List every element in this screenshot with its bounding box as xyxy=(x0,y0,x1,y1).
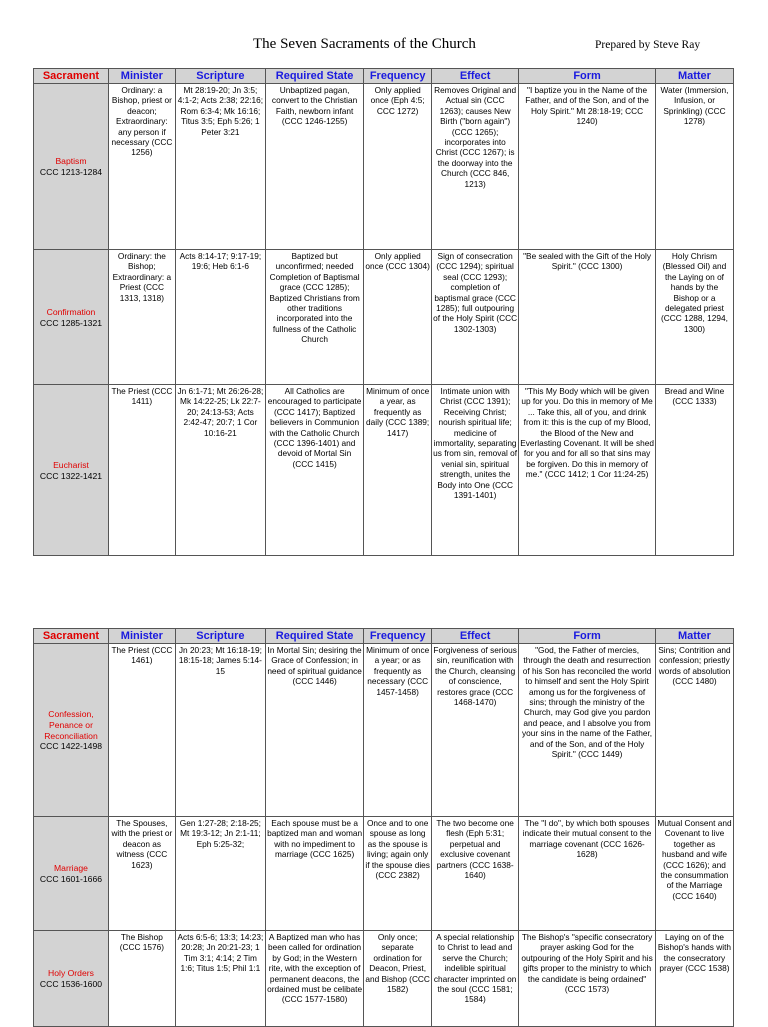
minister-cell: Ordinary: the Bishop; Extraordinary: a Priest (CCC 1313, 1318) xyxy=(108,250,175,385)
sacrament-name: Eucharist xyxy=(53,459,89,470)
column-header-effect: Effect xyxy=(432,69,519,84)
frequency-cell: Only applied once (Eph 4:5; CCC 1272) xyxy=(364,84,432,250)
required-state-cell: Baptized but unconfirmed; needed Completion of Baptismal grace (CCC 1285); Baptized Christians from other traditions incorporated into the fullness of the Catholic Church xyxy=(265,250,363,385)
form-cell: "I baptize you in the Name of the Father, and of the Son, and of the Holy Spirit." Mt 28:18-19; CCC 1240) xyxy=(519,84,656,250)
column-header-sacrament: Sacrament xyxy=(34,69,109,84)
required-state-cell: A Baptized man who has been called for ordination by God; in the Western rite, with the exception of permanent deacons, the ordained must be celibate (CCC 1577-1580) xyxy=(265,931,363,1027)
matter-cell: Mutual Consent and Covenant to live together as husband and wife (CCC 1626); and the consummation of the Marriage (CCC 1640) xyxy=(655,817,733,931)
form-cell: The Bishop's "specific consecratory prayer asking God for the outpouring of the Holy Spirit and his gifts proper to the ministry to which the candidate is being ordained" (CCC 1573) xyxy=(519,931,656,1027)
column-header-frequency: Frequency xyxy=(364,69,432,84)
form-cell: The "I do", by which both spouses indicate their mutual consent to the marriage covenant (CCC 1626-1628) xyxy=(519,817,656,931)
table-row-baptism xyxy=(34,84,734,250)
column-header-form: Form xyxy=(519,69,656,84)
table-row-eucharist xyxy=(34,385,734,556)
column-header-required-state: Required State xyxy=(265,629,363,644)
column-header-effect: Effect xyxy=(432,629,519,644)
scripture-cell: Gen 1:27-28; 2:18-25; Mt 19:3-12; Jn 2:1-11; Eph 5:25-32; xyxy=(175,817,265,931)
effect-cell: Sign of consecration (CCC 1294); spiritual seal (CCC 1293); completion of baptismal grace (CCC 1285); full outpouring of the Holy Spirit (CCC 1302-1303) xyxy=(432,250,519,385)
sacrament-name: Marriage xyxy=(54,863,88,874)
table-row-confession xyxy=(34,644,734,817)
form-cell: "Be sealed with the Gift of the Holy Spirit." (CCC 1300) xyxy=(519,250,656,385)
effect-cell: Intimate union with Christ (CCC 1391); Receiving Christ; nourish spiritual life; medicine of immortality, separating us from sin, removal of venial sin, spiritual strength, unites the Body into One (CCC 1391-1401) xyxy=(432,385,519,556)
sacrament-name-cell xyxy=(34,817,109,931)
table-row-marriage xyxy=(34,817,734,931)
frequency-cell: Only applied once (CCC 1304) xyxy=(364,250,432,385)
sacrament-ccc: CCC 1422-1498 xyxy=(39,741,103,752)
matter-cell: Bread and Wine (CCC 1333) xyxy=(655,385,733,556)
required-state-cell: Each spouse must be a baptized man and woman with no impediment to marriage (CCC 1625) xyxy=(265,817,363,931)
required-state-cell: Unbaptized pagan, convert to the Christian Faith, newborn infant (CCC 1246-1255) xyxy=(265,84,363,250)
document-title: The Seven Sacraments of the Church xyxy=(253,36,476,52)
effect-cell: Forgiveness of serious sin, reunification with the Church, cleansing of conscience, restores grace (CCC 1468-1470) xyxy=(432,644,519,817)
table-header-row xyxy=(34,69,734,84)
column-header-scripture: Scripture xyxy=(175,629,265,644)
effect-cell: Removes Original and Actual sin (CCC 1263); causes New Birth ("born again") (CCC 1265); incorporates into Christ (CCC 1267); is the doorway into the Church (CCC 846, 1213) xyxy=(432,84,519,250)
sacrament-name-cell xyxy=(34,644,109,817)
sacrament-name: Confession, Penance or Reconciliation xyxy=(44,709,98,741)
frequency-cell: Once and to one spouse as long as the spouse is living; again only if the spouse dies (CCC 2382) xyxy=(364,817,432,931)
scripture-cell: Mt 28:19-20; Jn 3:5; 4:1-2; Acts 2:38; 22:16; Rom 6:3-4; Mk 16:16; Titus 3:5; Eph 5:26; 1 Peter 3:21 xyxy=(175,84,265,250)
column-header-sacrament: Sacrament xyxy=(34,629,109,644)
required-state-cell: All Catholics are encouraged to participate (CCC 1417); Baptized believers in Communion with the Catholic Church (CCC 1396-1401) and devoid of Mortal Sin (CCC 1415) xyxy=(265,385,363,556)
column-header-form: Form xyxy=(519,629,656,644)
matter-cell: Water (Immersion, Infusion, or Sprinkling) (CCC 1278) xyxy=(655,84,733,250)
minister-cell: The Spouses, with the priest or deacon as witness (CCC 1623) xyxy=(108,817,175,931)
column-header-matter: Matter xyxy=(655,69,733,84)
column-header-minister: Minister xyxy=(108,629,175,644)
minister-cell: The Bishop (CCC 1576) xyxy=(108,931,175,1027)
form-cell: "This My Body which will be given up for you. Do this in memory of Me ... Take this, all of you, and drink from it: this is the cup of my Blood, the Blood of the New and Everlasting Covenant. It will be shed for you and for all so that sins may be forgiven. Do this in memory of me." (CCC 1412; 1 Cor 11:24-25) xyxy=(519,385,656,556)
column-header-scripture: Scripture xyxy=(175,69,265,84)
sacrament-ccc: CCC 1213-1284 xyxy=(39,167,103,177)
frequency-cell: Minimum of once a year; or as frequently as necessary (CCC 1457-1458) xyxy=(364,644,432,817)
column-header-frequency: Frequency xyxy=(364,629,432,644)
minister-cell: The Priest (CCC 1411) xyxy=(108,385,175,556)
sacrament-name: Baptism xyxy=(55,156,87,167)
frequency-cell: Only once; separate ordination for Deacon, Priest, and Bishop (CCC 1582) xyxy=(364,931,432,1027)
sacraments-table-1 xyxy=(33,68,734,556)
document-author: Prepared by Steve Ray xyxy=(595,39,701,51)
scripture-cell: Acts 6:5-6; 13:3; 14:23; 20:28; Jn 20:21-23; 1 Tim 3:1; 4:14; 2 Tim 1:6; Titus 1:5; Phil 1:1 xyxy=(175,931,265,1027)
effect-cell: A special relationship to Christ to lead and serve the Church; indelible spiritual character imprinted on the soul (CCC 1581; 1584) xyxy=(432,931,519,1027)
matter-cell: Laying on of the Bishop's hands with the consecratory prayer (CCC 1538) xyxy=(655,931,733,1027)
sacrament-ccc: CCC 1601-1666 xyxy=(39,874,103,884)
table-row-confirmation xyxy=(34,250,734,385)
matter-cell: Sins; Contrition and confession; priestly words of absolution (CCC 1480) xyxy=(655,644,733,817)
scripture-cell: Acts 8:14-17; 9:17-19; 19:6; Heb 6:1-6 xyxy=(175,250,265,385)
effect-cell: The two become one flesh (Eph 5:31; perpetual and exclusive covenant partners (CCC 1638-1640) xyxy=(432,817,519,931)
minister-cell: The Priest (CCC 1461) xyxy=(108,644,175,817)
column-header-matter: Matter xyxy=(655,629,733,644)
sacrament-name-cell xyxy=(34,931,109,1027)
sacraments-table-2 xyxy=(33,628,734,1027)
sacrament-name-cell xyxy=(34,385,109,556)
sacrament-name: Confirmation xyxy=(46,306,96,317)
table-header-row xyxy=(34,629,734,644)
sacrament-ccc: CCC 1285-1321 xyxy=(39,317,103,328)
sacrament-name-cell xyxy=(34,84,109,250)
sacrament-ccc: CCC 1322-1421 xyxy=(39,470,103,481)
scripture-cell: Jn 20:23; Mt 16:18-19; 18:15-18; James 5:14-15 xyxy=(175,644,265,817)
column-header-minister: Minister xyxy=(108,69,175,84)
matter-cell: Holy Chrism (Blessed Oil) and the Laying on of hands by the Bishop or a delegated priest (CCC 1288, 1294, 1300) xyxy=(655,250,733,385)
sacrament-name: Holy Orders xyxy=(48,968,94,979)
required-state-cell: In Mortal Sin; desiring the Grace of Confession; in need of spiritual guidance (CCC 1446) xyxy=(265,644,363,817)
table-row-holy-orders xyxy=(34,931,734,1027)
column-header-required-state: Required State xyxy=(265,69,363,84)
sacrament-name-cell xyxy=(34,250,109,385)
form-cell: "God, the Father of mercies, through the death and resurrection of his Son has reconciled the world to himself and sent the Holy Spirit among us for the forgiveness of sins; through the ministry of the Church, may God give you pardon and peace, and I absolve you from your sins in the name of the Father, and of the Son, and of the Holy Spirit." (CCC 1449) xyxy=(519,644,656,817)
frequency-cell: Minimum of once a year, as frequently as daily (CCC 1389; 1417) xyxy=(364,385,432,556)
sacrament-ccc: CCC 1536-1600 xyxy=(39,979,103,989)
minister-cell: Ordinary: a Bishop, priest or deacon; Extraordinary: any person if necessary (CCC 1256) xyxy=(108,84,175,250)
scripture-cell: Jn 6:1-71; Mt 26:26-28; Mk 14:22-25; Lk 22:7-20; 24:13-53; Acts 2:42-47; 20:7; 1 Cor 10:16-21 xyxy=(175,385,265,556)
